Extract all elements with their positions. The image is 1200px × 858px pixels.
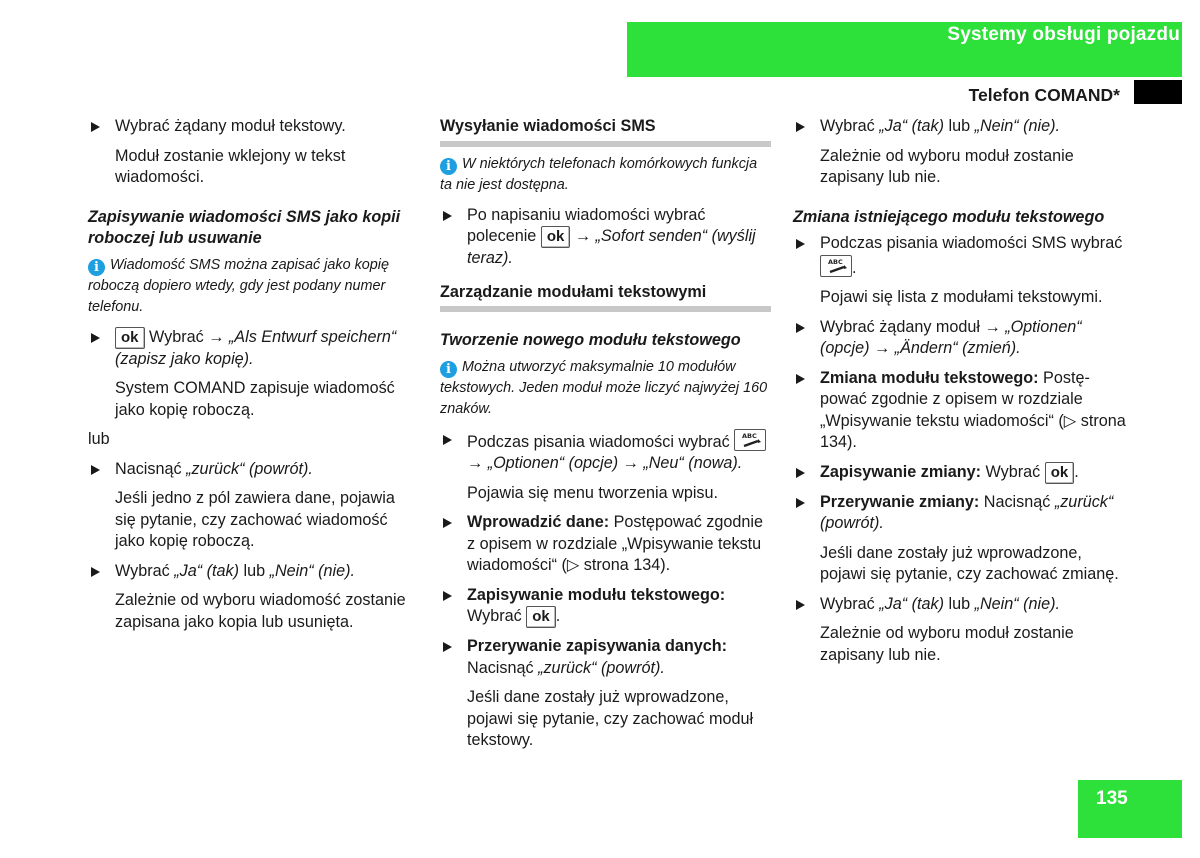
list-item [793, 594, 1129, 616]
bullet-arrow-icon [796, 468, 805, 478]
menu-option-text: „Als Entwurf speichern“ (zapisz jako kopię). [115, 327, 397, 368]
abc-edit-icon [820, 255, 852, 277]
note-text: Można utworzyć maksymalnie 10 modułów tekstowych. Jeden moduł może liczyć najwyżej 160 znaków. [440, 358, 768, 417]
item-text: . [555, 607, 561, 625]
thumb-index-marker [1134, 80, 1182, 104]
list-item [793, 368, 1129, 454]
item-text: Postępować zgodnie z opisem w rozdziale „Wpisywanie tekstu wiadomości“ (▷ strona 134). [467, 513, 763, 574]
item-text: Wybrać [981, 462, 1045, 481]
list-item [793, 317, 1129, 360]
list-item [440, 429, 771, 475]
item-text: Postępować zgodnie z opisem w rozdziale „Wpisywanie tekstu wiadomości“ (▷ strona 134). [820, 368, 1126, 451]
menu-option-text: „zurück“ (powrót). [186, 459, 313, 478]
item-text: Wybrać → [149, 327, 229, 346]
option-no-text: „Nein“ (nie). [974, 117, 1061, 135]
item-text: → [467, 454, 488, 472]
column-1 [88, 116, 418, 641]
item-text: lub [943, 594, 975, 613]
paragraph: Jeśli dane zostały już wprowadzone, pojawi się pytanie, czy zachować zmianę. [820, 543, 1119, 583]
option-yes-text: „Ja“ (tak) [879, 594, 944, 613]
paragraph: Moduł zostanie wklejony w tekst wiadomości. [115, 146, 346, 186]
bullet-arrow-icon [91, 465, 100, 475]
section-header-title: Systemy obsługi pojazdu [947, 24, 1180, 45]
ok-button-icon: ok [541, 226, 571, 248]
section-title: Wysyłanie wiadomości SMS [440, 116, 771, 147]
step-label: Zapisywanie zmiany: [820, 462, 982, 481]
list-item [440, 205, 771, 270]
item-text: → [570, 227, 596, 245]
bullet-arrow-icon [91, 122, 100, 132]
step-label: Wprowadzić dane: [467, 513, 610, 531]
menu-option-text: „zurück“ (powrót). [538, 658, 665, 677]
item-text: Nacisnąć [979, 492, 1055, 511]
info-icon: i [440, 361, 457, 378]
item-text: lub [238, 561, 270, 580]
ok-button-icon: ok [115, 327, 145, 349]
info-note [88, 255, 418, 318]
option-yes-text: „Ja“ (tak) [879, 117, 944, 135]
bullet-arrow-icon [796, 122, 805, 132]
item-text: Wybrać żądany moduł → [820, 317, 1006, 336]
column-2 [440, 116, 771, 760]
or-text: lub [88, 430, 110, 448]
list-item [88, 459, 418, 481]
bullet-arrow-icon [91, 333, 100, 343]
abc-label: ABC [742, 431, 757, 440]
note-text: Wiadomość SMS można zapisać jako kopię roboczą dopiero wtedy, gdy jest podany numer telefonu. [88, 256, 390, 315]
option-no-text: „Nein“ (nie). [269, 561, 356, 580]
list-item [88, 561, 418, 583]
page-number: 135 [1096, 788, 1128, 809]
item-text: Nacisnąć [115, 459, 187, 478]
item-text: Wybrać [820, 117, 880, 135]
bullet-arrow-icon [443, 591, 452, 601]
item-text: Wybrać [820, 594, 880, 613]
item-text: . [1074, 462, 1079, 481]
column-3 [793, 116, 1129, 674]
ok-button-icon: ok [526, 606, 556, 628]
item-text: Nacisnąć [467, 658, 539, 677]
list-item [793, 492, 1129, 535]
bullet-arrow-icon [443, 642, 452, 652]
item-text: Po napisaniu wiadomości wybrać polecenie [467, 205, 706, 245]
list-item [88, 327, 418, 371]
bullet-arrow-icon [91, 567, 100, 577]
bullet-arrow-icon [796, 498, 805, 508]
menu-option-text: „Sofort senden“ (wyślij teraz). [467, 227, 756, 267]
page-number-box [1078, 780, 1182, 838]
bullet-arrow-icon [443, 211, 452, 221]
info-icon: i [440, 158, 457, 175]
list-item [440, 512, 771, 577]
ok-button-icon: ok [1045, 462, 1075, 484]
subsection-title: Zmiana istniejącego modułu tekstowego [793, 207, 1105, 226]
menu-option-text: „Optionen“ (opcje) → „Ändern“ (zmień). [820, 317, 1082, 357]
item-text: Podczas pisania wiadomości wybrać [467, 432, 735, 451]
list-item [440, 585, 771, 629]
paragraph: Zależnie od wyboru wiadomość zostanie zapisana jako kopia lub usunięta. [115, 591, 406, 631]
bullet-arrow-icon [443, 435, 452, 445]
item-text: Podczas pisania wiadomości SMS wybrać [820, 234, 1123, 252]
bullet-arrow-icon [796, 239, 805, 249]
info-icon: i [88, 259, 105, 276]
item-text: Wybrać [115, 561, 175, 580]
paragraph: Zależnie od wyboru moduł zostanie zapisany lub nie. [820, 624, 1074, 664]
step-label: Przerywanie zapisywania danych: [467, 637, 728, 655]
paragraph: Pojawi się lista z modułami tekstowymi. [820, 288, 1103, 306]
paragraph: Zależnie od wyboru moduł zostanie zapisany lub nie. [820, 146, 1074, 186]
step-label: Przerywanie zmiany: [820, 492, 980, 511]
abc-label: ABC [828, 257, 843, 266]
paragraph: Pojawia się menu tworzenia wpisu. [467, 483, 719, 502]
chapter-subtitle: Telefon COMAND* [968, 85, 1120, 105]
step-label: Zmiana modułu tekstowego: [820, 368, 1039, 387]
item-text: . [852, 258, 857, 277]
item-text: Wybrać żądany moduł tekstowy. [115, 117, 346, 135]
subsection-title: Zapisywanie wiadomości SMS jako kopii roboczej lub usuwanie [88, 207, 401, 247]
bullet-arrow-icon [796, 323, 805, 333]
bullet-arrow-icon [443, 518, 452, 528]
subsection-title: Tworzenie nowego modułu tekstowego [440, 331, 741, 349]
info-note [440, 154, 771, 196]
menu-option-text: „zurück“ (powrót). [820, 492, 1114, 532]
list-item [793, 116, 1129, 138]
list-item [793, 233, 1129, 279]
item-text: lub [943, 117, 975, 135]
list-item [440, 636, 771, 679]
item-text: Wybrać [467, 607, 527, 625]
menu-option-text: „Optionen“ (opcje) → „Neu“ (nowa). [487, 454, 743, 472]
bullet-arrow-icon [796, 374, 805, 384]
bullet-arrow-icon [796, 600, 805, 610]
list-item [88, 116, 418, 138]
list-item [793, 462, 1129, 484]
note-text: W niektórych telefonach komórkowych funkcja ta nie jest dostępna. [440, 155, 758, 193]
step-label: Zapisywanie modułu tekstowego: [467, 585, 726, 604]
paragraph: Jeśli dane zostały już wprowadzone, pojawi się pytanie, czy zachować moduł tekstowy. [467, 688, 754, 749]
section-title: Zarządzanie modułami tekstowymi [440, 282, 771, 313]
option-no-text: „Nein“ (nie). [974, 594, 1061, 613]
abc-edit-icon [734, 429, 766, 451]
paragraph: System COMAND zapisuje wiadomość jako kopię roboczą. [115, 379, 395, 419]
info-note [440, 357, 771, 420]
option-yes-text: „Ja“ (tak) [174, 561, 239, 580]
paragraph: Jeśli jedno z pól zawiera dane, pojawia się pytanie, czy zachować wiadomość jako kopię roboczą. [115, 489, 395, 550]
